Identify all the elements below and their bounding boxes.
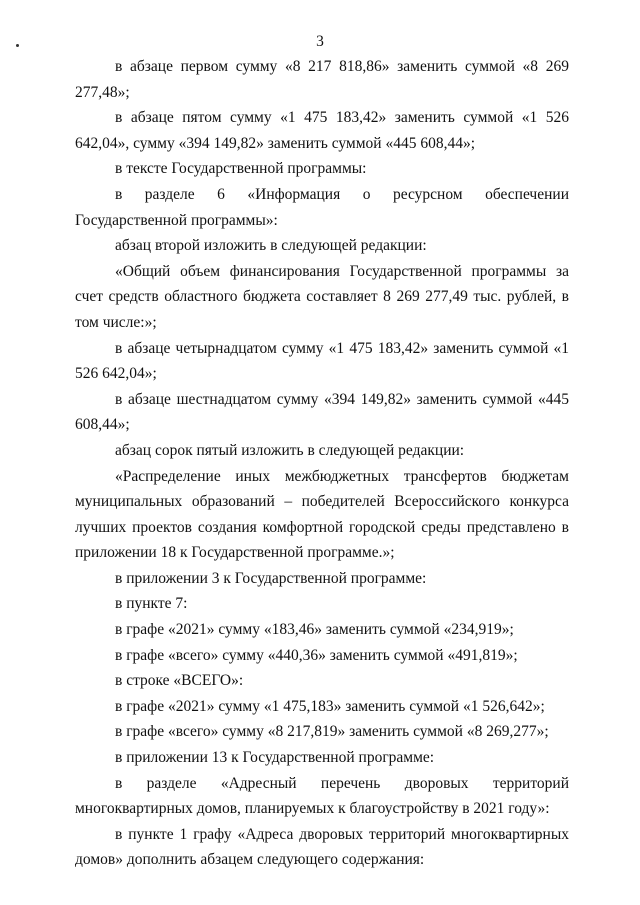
paragraph-9: абзац сорок пятый изложить в следующей редакции: bbox=[115, 441, 465, 459]
paragraph-14: в графе «всего» сумму «440,36» заменить суммой «491,819»; bbox=[115, 646, 518, 664]
paragraph-6: «Общий объем финансирования Государственной программы за счет средств областного бюджета составляет 8 269 277,49 тыс. рублей, в том числе:»; bbox=[75, 262, 569, 331]
paragraph-17: в графе «всего» сумму «8 217,819» заменить суммой «8 269,277»; bbox=[115, 723, 549, 741]
document-body bbox=[75, 54, 569, 873]
paragraph-10: «Распределение иных межбюджетных трансфертов бюджетам муниципальных образований – победителей Всероссийского конкурса лучших проектов создания комфортной городской среды представлено в приложении 18 к Государственной программе.»; bbox=[75, 467, 569, 562]
paragraph-8: в абзаце шестнадцатом сумму «394 149,82» заменить суммой «445 608,44»; bbox=[75, 390, 569, 434]
paragraph-19: в разделе «Адресный перечень дворовых территорий многоквартирных домов, планируемых к благоустройству в 2021 году»: bbox=[75, 774, 569, 818]
paragraph-3: в тексте Государственной программы: bbox=[115, 160, 367, 178]
page-number: 3 bbox=[316, 33, 324, 50]
paragraph-15: в строке «ВСЕГО»: bbox=[115, 672, 244, 690]
paragraph-11: в приложении 3 к Государственной программе: bbox=[115, 569, 427, 587]
paragraph-4: в разделе 6 «Информация о ресурсном обеспечении Государственной программы»: bbox=[75, 185, 569, 229]
paragraph-20: в пункте 1 графу «Адреса дворовых территорий многоквартирных домов» дополнить абзацем следующего содержания: bbox=[75, 825, 569, 869]
paragraph-1: в абзаце первом сумму «8 217 818,86» заменить суммой «8 269 277,48»; bbox=[75, 58, 569, 101]
paragraph-18: в приложении 13 к Государственной программе: bbox=[115, 749, 435, 767]
paragraph-13: в графе «2021» сумму «183,46» заменить суммой «234,919»; bbox=[115, 621, 514, 639]
paragraph-5: абзац второй изложить в следующей редакции: bbox=[115, 237, 427, 255]
scan-speck-mark bbox=[16, 44, 19, 47]
paragraph-7: в абзаце четырнадцатом сумму «1 475 183,42» заменить суммой «1 526 642,04»; bbox=[75, 339, 569, 383]
paragraph-2: в абзаце пятом сумму «1 475 183,42» заменить суммой «1 526 642,04», сумму «394 149,82» заменить суммой «445 608,44»; bbox=[75, 109, 569, 152]
paragraph-12: в пункте 7: bbox=[115, 595, 188, 613]
paragraph-16: в графе «2021» сумму «1 475,183» заменить суммой «1 526,642»; bbox=[115, 697, 545, 715]
